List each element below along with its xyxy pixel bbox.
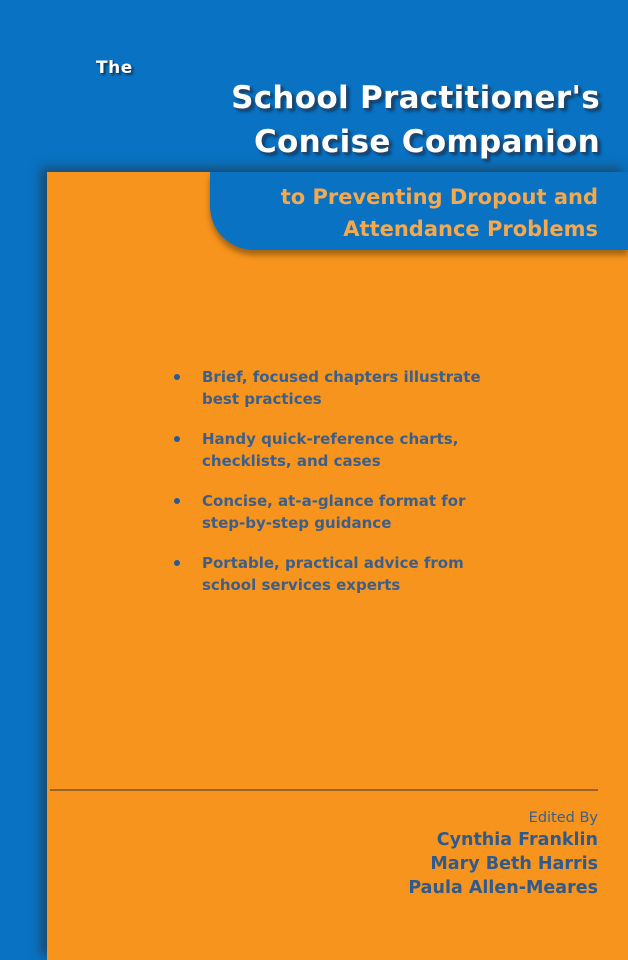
bullet-dot-icon (174, 498, 180, 504)
edited-by-label: Edited By (528, 810, 598, 826)
divider-rule (50, 789, 598, 791)
feature-text-line-1: Handy quick-reference charts, (202, 430, 459, 448)
bullet-dot-icon (174, 560, 180, 566)
subtitle-line-1: to Preventing Dropout and (280, 185, 598, 209)
feature-item (172, 490, 532, 534)
feature-item (172, 366, 532, 410)
feature-text-line-1: Concise, at-a-glance format for (202, 492, 466, 510)
editor-credits (408, 808, 598, 900)
title-line-2: Concise Companion (253, 124, 600, 160)
feature-text-line-1: Brief, focused chapters illustrate (202, 368, 481, 386)
feature-list (172, 366, 532, 614)
title-prefix: The (96, 58, 133, 78)
title-line-1: School Practitioner's (231, 80, 600, 116)
bullet-dot-icon (174, 374, 180, 380)
subtitle-line-2: Attendance Problems (343, 217, 598, 241)
feature-item (172, 428, 532, 472)
editor-name: Paula Allen-Meares (408, 878, 598, 898)
feature-text-line-2: school services experts (202, 576, 401, 594)
feature-text-line-2: checklists, and cases (202, 452, 381, 470)
bullet-dot-icon (174, 436, 180, 442)
title-block (0, 0, 628, 172)
feature-text-line-2: step-by-step guidance (202, 514, 392, 532)
feature-text-line-2: best practices (202, 390, 322, 408)
feature-text-line-1: Portable, practical advice from (202, 554, 464, 572)
editor-name: Cynthia Franklin (436, 830, 598, 850)
editor-name: Mary Beth Harris (430, 854, 598, 874)
feature-item (172, 552, 532, 596)
